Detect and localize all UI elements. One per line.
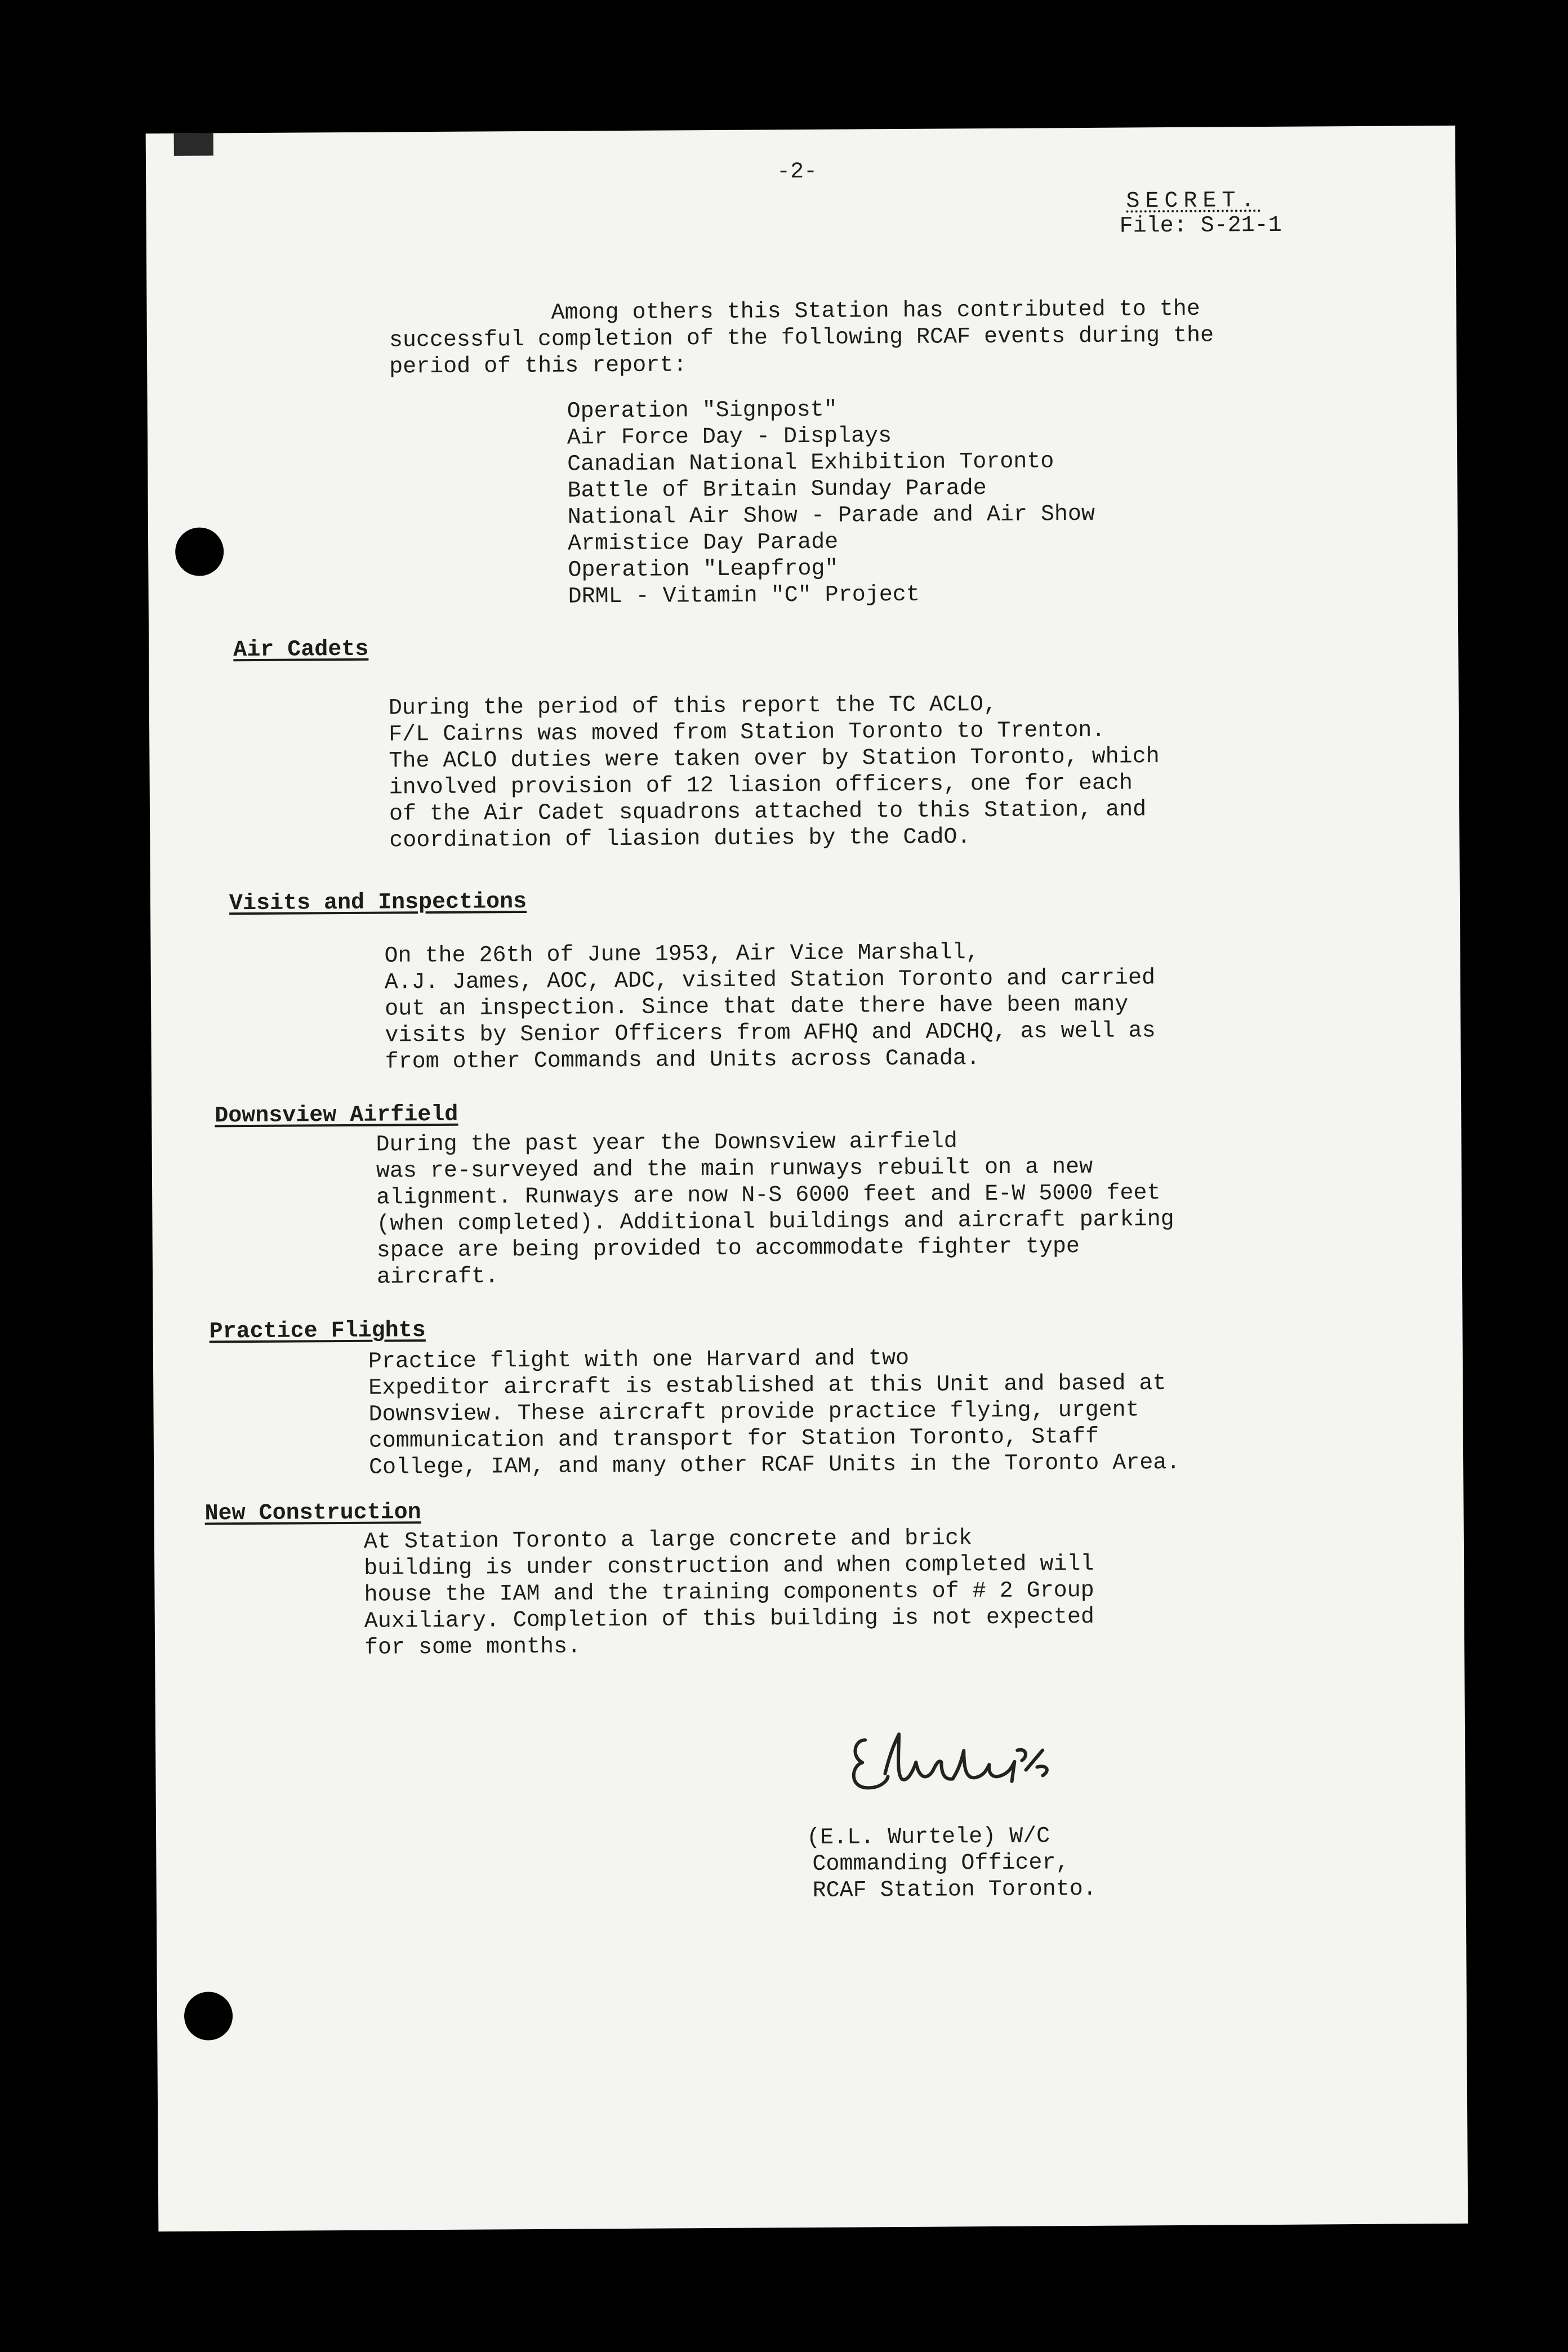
event-item: Operation "Signpost" bbox=[567, 397, 838, 425]
file-reference: File: S-21-1 bbox=[1119, 212, 1282, 239]
section-body-visits: On the 26th of June 1953, Air Vice Marshall, A.J. James, AOC, ADC, visited Station Toronto and carried out an inspection. Since that date there have been many visits by Senior Officers from AFHQ and ADCHQ, as well as from other Commands and Units across Canada. bbox=[384, 940, 1156, 1075]
event-item: National Air Show - Parade and Air Show bbox=[567, 501, 1095, 531]
event-item: DRML - Vitamin "C" Project bbox=[568, 582, 920, 610]
section-heading-new-construction: New Construction bbox=[204, 1500, 421, 1527]
intro-text: Among others this Station has contributed to the successful completion of the following RCAF events during the period of this report: bbox=[389, 296, 1214, 380]
signatory-name: (E.L. Wurtele) W/C bbox=[807, 1824, 1050, 1851]
section-body-downsview: During the past year the Downsview airfield was re-surveyed and the main runways rebuilt on a new alignment. Runways are now N-S 6000 feet and E-W 5000 feet (when completed). Additional buildings and aircraft parking space are being provided to accommodate fighter type aircraft. bbox=[376, 1129, 1174, 1290]
section-body-practice-flights: Practice flight with one Harvard and two Expeditor aircraft is established at this Unit and based at Downsview. These aircraft provide practice flying, urgent communication and transport for Station Toronto, Staff College, IAM, and many other RCAF Units in the Toronto Area. bbox=[368, 1346, 1181, 1481]
scan-mark bbox=[174, 133, 213, 155]
punch-hole-top bbox=[175, 527, 224, 576]
classification-label: SECRET. bbox=[1126, 188, 1260, 215]
event-item: Armistice Day Parade bbox=[567, 529, 839, 557]
section-heading-practice-flights: Practice Flights bbox=[209, 1318, 426, 1345]
intro-paragraph bbox=[389, 296, 1214, 381]
event-item: Canadian National Exhibition Toronto bbox=[567, 449, 1054, 478]
event-item: Operation "Leapfrog" bbox=[568, 556, 839, 583]
signatory-unit: RCAF Station Toronto. bbox=[812, 1876, 1097, 1904]
section-body-air-cadets: During the period of this report the TC ACLO, F/L Cairns was moved from Station Toronto to Trenton. The ACLO duties were taken over by Station Toronto, which involved provision of 12 liasion officers, one for each of the Air Cadet squadrons attached to this Station, and coordination of liasion duties by the CadO. bbox=[388, 692, 1160, 854]
document-page bbox=[146, 126, 1468, 2231]
event-item: Air Force Day - Displays bbox=[567, 424, 892, 451]
section-body-new-construction: At Station Toronto a large concrete and brick building is under construction and when completed will house the IAM and the training components of # 2 Group Auxiliary. Completion of this building is not expected for some months. bbox=[363, 1526, 1095, 1661]
section-heading-downsview: Downsview Airfield bbox=[215, 1102, 458, 1129]
handwritten-signature bbox=[843, 1716, 1085, 1814]
signatory-title: Commanding Officer, bbox=[812, 1850, 1070, 1877]
section-heading-visits: Visits and Inspections bbox=[229, 889, 527, 917]
event-item: Battle of Britain Sunday Parade bbox=[567, 476, 987, 504]
punch-hole-bottom bbox=[184, 1992, 233, 2041]
page-number: -2- bbox=[776, 159, 818, 185]
section-heading-air-cadets: Air Cadets bbox=[233, 636, 369, 663]
